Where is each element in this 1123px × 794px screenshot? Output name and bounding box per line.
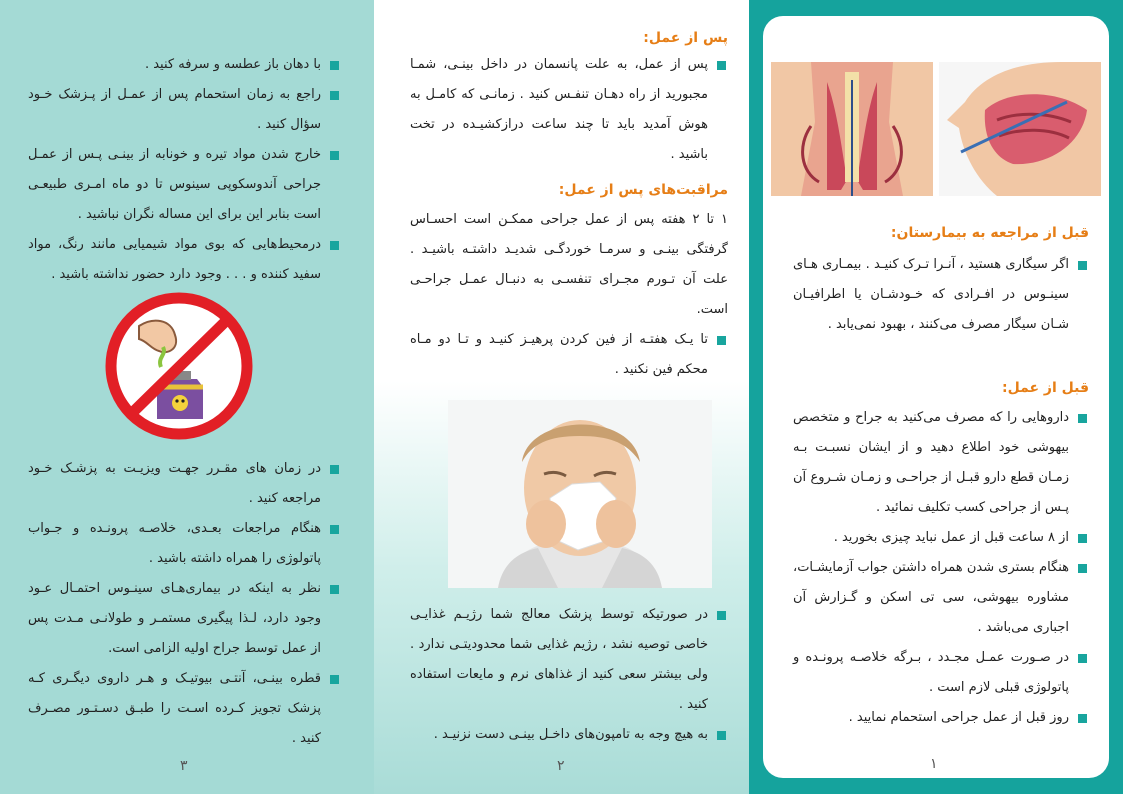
list-item: داروهایی را که مصرف می‌کنید به جراح و متخصص بیهوشی خود اطلاع دهید و از ایشان نسبـت بـه زمـان قطع دارو قبـل از جراحـی و زمـان شـروع آن پـس از جراحی کسب تکلیف نمائید . [793,403,1089,523]
panel-page-3 [0,0,374,794]
list-item: اگر سیگاری هستید ، آنـرا تـرک کنیـد . بیمـاری هـای سینـوس در افـرادی که خـودشـان یا اطرافیـان شـان سیگار مصرف می‌کنند ، بهبود نمی‌یابد . [793,250,1089,340]
list-before-surgery [793,403,1089,733]
care-intro: ۱ تا ۲ هفته پس از عمل جراحی ممکـن است احسـاس گرفتگی بینـی و سرمـا خوردگـی شدیـد داشتـه باشیـد . علت آن تـورم مجـرای تنفسـی به دنبـال عمـل جراحـی است. [410,212,729,317]
list-item: راجع به زمان استحمام پس از عمـل از پـزشک خـود سؤال کنید . [28,80,341,140]
list-tips-b [28,454,341,754]
bullet-list [410,600,728,750]
bullet-list [793,403,1089,733]
list-item: روز قبل از عمل جراحی استحمام نمایید . [793,703,1089,733]
heading-after-surgery: پس از عمل: [643,30,728,46]
heading-before-surgery: قبل از عمل: [1001,380,1089,396]
page-number: ۱ [930,756,938,772]
panel-page-2 [374,0,749,794]
list-item: با دهان باز عطسه و سرفه کنید . [28,50,341,80]
list-item: هنگام مراجعات بعـدی، خلاصـه پرونـده و جـواب پاتولوژی را همراه داشته باشید . [28,514,341,574]
no-chemical-smell-sign-icon [101,291,257,441]
list-item: تا یـک هفتـه از فین کردن پرهیـز کنیـد و تـا دو مـاه محکم فین نکنید . [410,325,728,385]
list-after-surgery [410,50,728,170]
heading-postop-care: مراقبت‌های پس از عمل: [558,182,728,198]
list-item: نظر به اینکه در بیماری‌هـای سینـوس احتمـال عـود وجود دارد، لـذا پیگیری مستمـر و طولانـی مـدت پس از عمل توسط جراح اولیه الزامی است. [28,574,341,664]
list-item: قطره بینـی، آنتـی بیوتیـک و هـر داروی دیگـری کـه پزشک تجویز کـرده اسـت را طبـق دسـتـور مصـرف کنید . [28,664,341,754]
bullet-list [793,250,1089,340]
sneezing-child-photo [448,400,712,588]
bullet-list [28,454,341,754]
page-number: ۳ [180,758,188,774]
list-item: به هیچ وجه به تامپون‌های داخـل بینـی دست نزنیـد . [410,720,728,750]
list-item: از ۸ ساعت قبل از عمل نباید چیزی بخورید . [793,523,1089,553]
list-item: در صورتیکه توسط پزشک معالج شما رژیـم غذایـی خاصی توصیه نشد ، رژیم غذایی شما محدودیتـی ندارد . ولی بیشتر سعی کنید از غذاهای نرم و مایعات استفاده کنید . [410,600,728,720]
list-diet [410,600,728,750]
bullet-list [410,325,728,385]
panel-page-1 [749,0,1123,794]
list-item: در زمان های مقـرر جهـت ویزیـت به پزشـک خـود مراجعه کنید . [28,454,341,514]
postop-care-text [410,205,728,385]
sinus-anatomy-illustration [771,62,1101,196]
list-item: در صـورت عمـل مجـدد ، بـرگه خلاصـه پرونـده و پاتولوژی قبلی لازم است . [793,643,1089,703]
list-item: خارج شدن مواد تیره و خونابه از بینـی پـس از عمـل جراحی آندوسکوپی سینوس تا دو ماه امـری طبیعـی است بنابر این برای این مساله نگران نباشید . [28,140,341,230]
heading-before-hospital: قبل از مراجعه به بیمارستان: [890,225,1089,241]
bullet-list [410,50,728,170]
list-item: هنگام بستری شدن همراه داشتن جواب آزمایشـات، مشاوره بیهوشی، سی تی اسکن و گـزارش آن اجباری می‌باشد . [793,553,1089,643]
list-item: پس از عمل، به علت پانسمان در داخل بینـی، شمـا مجبورید از راه دهـان تنفـس کنید . زمانـی که کامـل به هوش آمدید باید تا چند ساعت درازکشیـده در تخت باشید . [410,50,728,170]
list-tips-a [28,50,341,290]
list-item: درمحیط‌هایی که بوی مواد شیمیایی مانند رنگ، مواد سفید کننده و . . . وجود دارد حضور نداشته باشید . [28,230,341,290]
list-before-hospital [793,250,1089,340]
bullet-list [28,50,341,290]
page-number: ۲ [557,758,565,774]
